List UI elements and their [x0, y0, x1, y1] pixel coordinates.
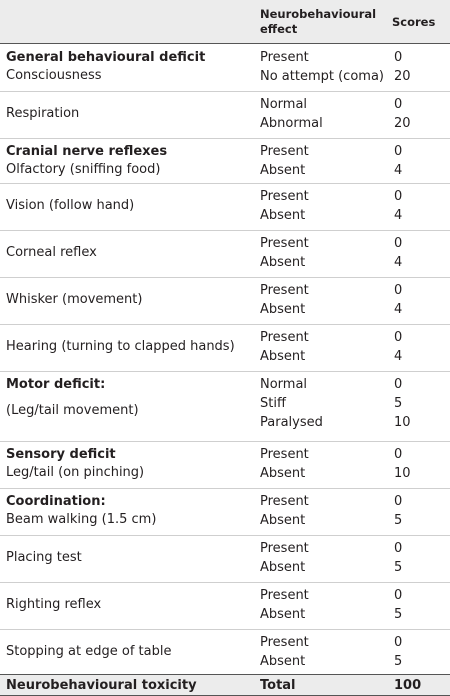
score-cell: 0 [394, 236, 403, 251]
header-scores: Scores [392, 15, 436, 29]
effect-cell: Present [260, 588, 309, 603]
table-group [0, 277, 450, 325]
group-item: Respiration [6, 106, 80, 121]
effect-cell: Present [260, 635, 309, 650]
score-cell: 0 [394, 377, 403, 392]
group-item: Beam walking (1.5 cm) [6, 512, 157, 527]
score-cell: 5 [394, 396, 403, 411]
effect-cell: Present [260, 494, 309, 509]
effect-cell: Paralysed [260, 415, 323, 430]
group-item: Corneal reflex [6, 245, 97, 260]
score-cell: 4 [394, 255, 403, 270]
group-item: Stopping at edge of table [6, 644, 172, 659]
score-cell: 0 [394, 494, 403, 509]
score-cell: 0 [394, 144, 403, 159]
score-cell: 0 [394, 635, 403, 650]
score-cell: 0 [394, 189, 403, 204]
effect-cell: Present [260, 330, 309, 345]
score-cell: 0 [394, 50, 403, 65]
table-group [0, 582, 450, 630]
group-item: Vision (follow hand) [6, 198, 135, 213]
effect-cell: Present [260, 236, 309, 251]
group-item: Placing test [6, 550, 82, 565]
group-item: Leg/tail (on pinching) [6, 465, 145, 480]
group-title: General behavioural deficit [6, 50, 206, 65]
group-item: Consciousness [6, 68, 102, 83]
effect-cell: Absent [260, 607, 306, 622]
effect-cell: Present [260, 189, 309, 204]
score-cell: 5 [394, 560, 403, 575]
table-group [0, 488, 450, 536]
score-cell: 0 [394, 447, 403, 462]
effect-cell: Normal [260, 97, 308, 112]
table-group [0, 371, 450, 442]
effect-cell: Present [260, 50, 309, 65]
score-cell: 0 [394, 283, 403, 298]
table-header [0, 0, 450, 44]
effect-cell: Present [260, 283, 309, 298]
table-group [0, 91, 450, 139]
table-group [0, 230, 450, 278]
effect-cell: Absent [260, 302, 306, 317]
score-cell: 4 [394, 163, 403, 178]
table-group [0, 183, 450, 231]
effect-cell: Absent [260, 255, 306, 270]
table-group [0, 535, 450, 583]
table-group [0, 138, 450, 184]
score-cell: 4 [394, 349, 403, 364]
score-cell: 5 [394, 513, 403, 528]
table-group [0, 441, 450, 489]
group-item: Olfactory (sniffing food) [6, 162, 161, 177]
effect-cell: Absent [260, 560, 306, 575]
table-group [0, 629, 450, 675]
score-cell: 4 [394, 302, 403, 317]
effect-cell: No attempt (coma) [260, 69, 384, 84]
group-title: Cranial nerve reflexes [6, 144, 168, 159]
effect-cell: Absent [260, 513, 306, 528]
effect-cell: Present [260, 541, 309, 556]
group-item: (Leg/tail movement) [6, 403, 139, 418]
group-item: Righting reflex [6, 597, 102, 612]
effect-cell: Abnormal [260, 116, 323, 131]
score-cell: 10 [394, 415, 411, 430]
score-cell: 5 [394, 654, 403, 669]
total-label: Neurobehavioural toxicity [6, 678, 197, 693]
group-title: Coordination: [6, 494, 106, 509]
effect-cell: Absent [260, 654, 306, 669]
score-cell: 5 [394, 607, 403, 622]
score-cell: 20 [394, 69, 411, 84]
effect-cell: Normal [260, 377, 308, 392]
group-title: Sensory deficit [6, 447, 116, 462]
effect-cell: Stiff [260, 396, 286, 411]
total-score: 100 [394, 678, 422, 693]
total-effect: Total [260, 678, 296, 693]
group-title: Motor deficit: [6, 377, 106, 392]
effect-cell: Absent [260, 163, 306, 178]
table-group [0, 44, 450, 92]
score-cell: 0 [394, 97, 403, 112]
effect-cell: Absent [260, 466, 306, 481]
score-cell: 10 [394, 466, 411, 481]
group-item: Hearing (turning to clapped hands) [6, 339, 235, 354]
score-cell: 20 [394, 116, 411, 131]
effect-cell: Present [260, 447, 309, 462]
group-item: Whisker (movement) [6, 292, 143, 307]
effect-cell: Absent [260, 349, 306, 364]
total-row [0, 674, 450, 696]
effect-cell: Present [260, 144, 309, 159]
effect-cell: Absent [260, 208, 306, 223]
table-group [0, 324, 450, 372]
score-cell: 4 [394, 208, 403, 223]
score-cell: 0 [394, 541, 403, 556]
header-effect: Neurobehavioural effect [260, 7, 377, 36]
score-cell: 0 [394, 588, 403, 603]
score-cell: 0 [394, 330, 403, 345]
